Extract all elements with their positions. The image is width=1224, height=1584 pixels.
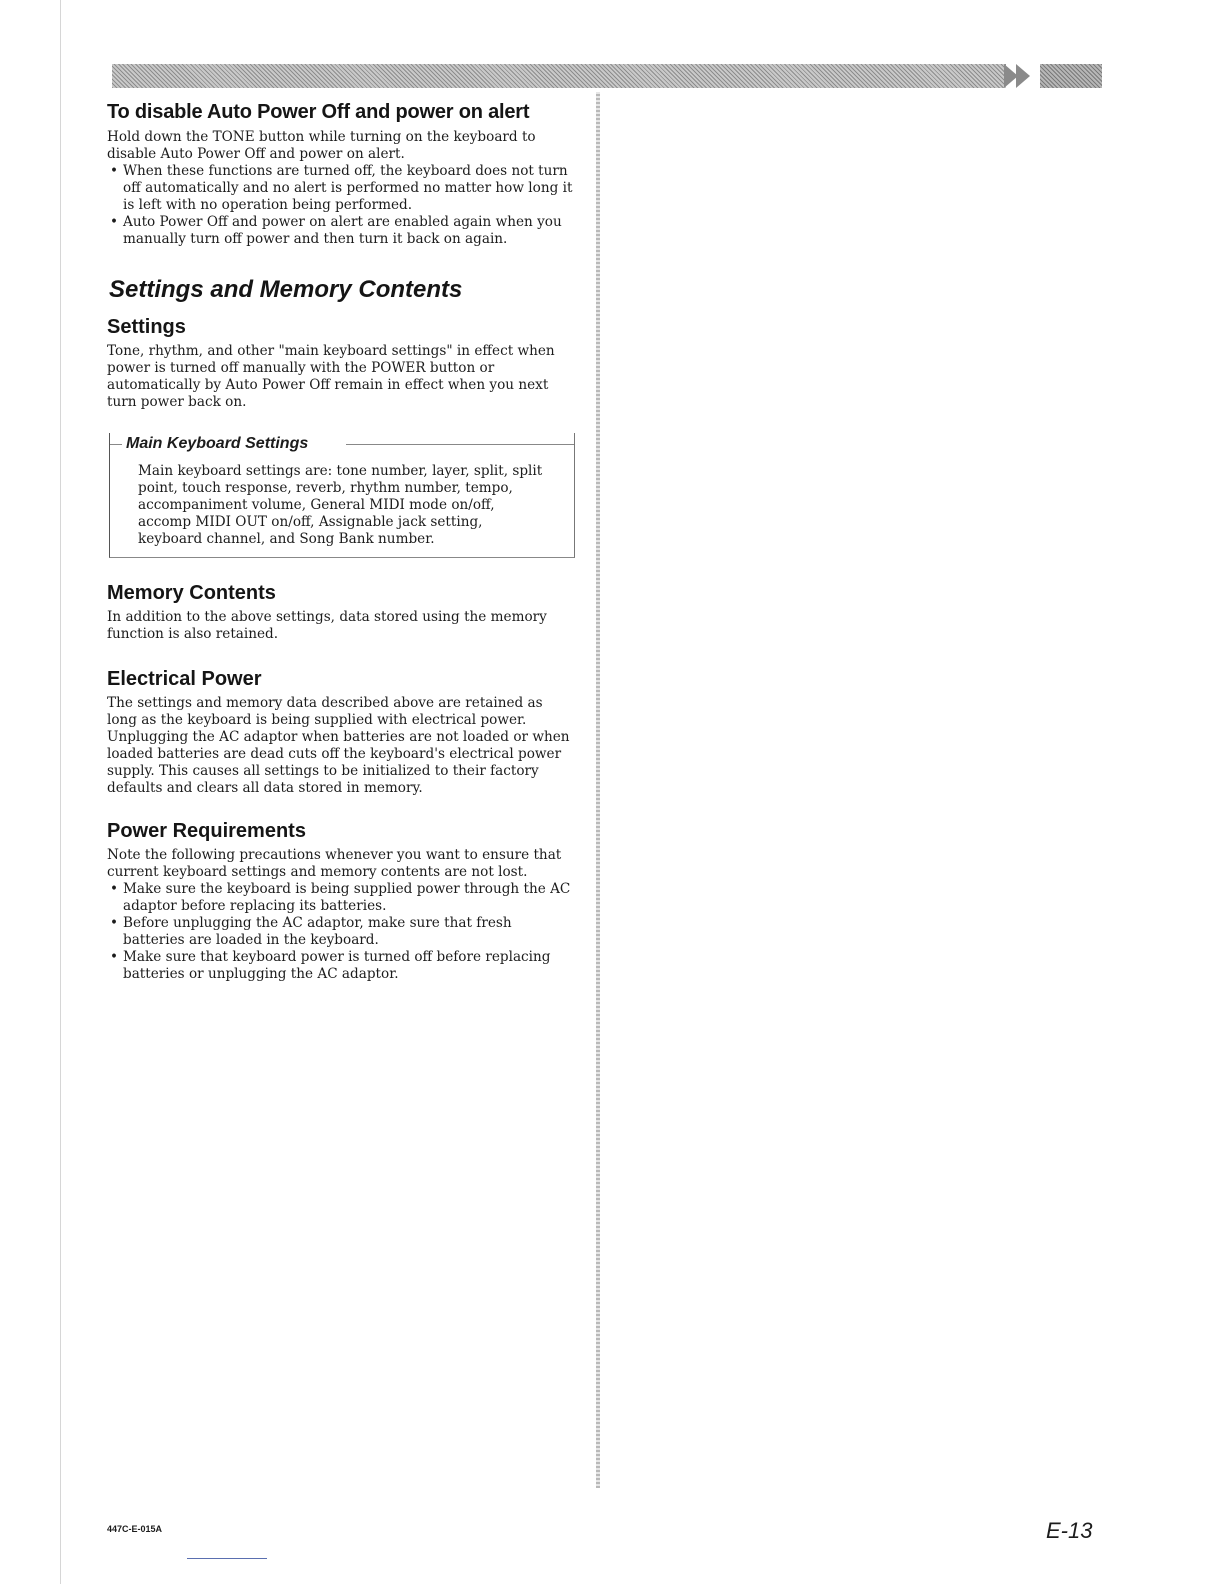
- page-edge-rule: [60, 0, 61, 1584]
- power-requirements-intro: Note the following precautions whenever you want to ensure that current keyboard settings and memory contents are not lost.: [107, 847, 562, 880]
- power-requirements-heading: Power Requirements: [107, 820, 306, 842]
- auto-power-intro: Hold down the TONE button while turning on the keyboard to disable Auto Power Off and power on alert.: [107, 129, 536, 162]
- settings-heading: Settings: [107, 316, 186, 338]
- box-title: Main Keyboard Settings: [122, 433, 312, 455]
- footer-rule: [187, 1558, 267, 1559]
- header-band: [112, 64, 1006, 88]
- page-number: E-13: [1046, 1518, 1093, 1543]
- list-item: • When these functions are turned off, the keyboard does not turn off automatically and no alert is performed no matter how long it is left with no operation being performed.: [123, 163, 573, 214]
- column-divider: [596, 92, 600, 1488]
- settings-body: Tone, rhythm, and other "main keyboard settings" in effect when power is turned off manually with the POWER button or automatically by Auto Power Off remain in effect when you next turn power back on.: [107, 343, 555, 410]
- main-keyboard-settings-box: [109, 433, 575, 558]
- list-item: • Auto Power Off and power on alert are enabled again when you manually turn off power and then turn it back on again.: [123, 214, 573, 248]
- header-block: [1040, 64, 1102, 88]
- box-body: Main keyboard settings are: tone number, layer, split, split point, touch response, reverb, rhythm number, tempo, accompaniment volume, General MIDI mode on/off, accomp MIDI OUT on/off, Assignable jack setting, keyboard channel, and Song Bank number.: [138, 463, 543, 547]
- power-requirements-bullets: [107, 881, 573, 983]
- list-item: • Before unplugging the AC adaptor, make sure that fresh batteries are loaded in the keyboard.: [123, 915, 573, 949]
- list-item: • Make sure the keyboard is being supplied power through the AC adaptor before replacing its batteries.: [123, 881, 573, 915]
- electrical-body: The settings and memory data described above are retained as long as the keyboard is being supplied with electrical power. Unplugging the AC adaptor when batteries are not loaded or when loaded batteries are dead cuts off the keyboard's electrical power supply. This causes all settings to be initialized to their factory defaults and clears all data stored in memory.: [107, 695, 570, 796]
- box-top-rule: [346, 444, 574, 445]
- auto-power-heading: To disable Auto Power Off and power on alert: [107, 101, 530, 123]
- list-item: • Make sure that keyboard power is turned off before replacing batteries or unplugging the AC adaptor.: [123, 949, 573, 983]
- section-title: Settings and Memory Contents: [109, 276, 463, 303]
- left-column: [107, 101, 573, 983]
- auto-power-bullets: [107, 163, 573, 248]
- document-code: 447C-E-015A: [107, 1524, 163, 1534]
- electrical-heading: Electrical Power: [107, 668, 262, 690]
- memory-heading: Memory Contents: [107, 582, 276, 604]
- memory-body: In addition to the above settings, data stored using the memory function is also retained.: [107, 609, 547, 642]
